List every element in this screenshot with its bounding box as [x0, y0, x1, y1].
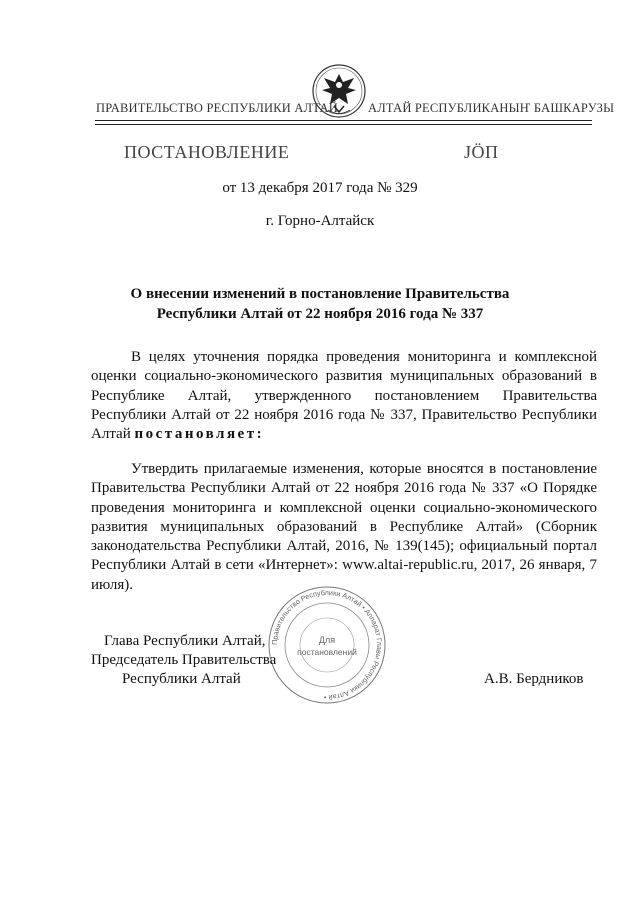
header-rule-thick	[95, 120, 592, 121]
republic-altai-emblem-icon	[310, 60, 368, 122]
city-line: г. Горно-Алтайск	[265, 213, 375, 229]
signature-line-2: Председатель Правительства	[91, 652, 277, 668]
official-stamp	[266, 584, 388, 706]
preamble-paragraph	[91, 348, 597, 444]
doc-type-alt: JÖП	[464, 142, 499, 162]
signature-line-1: Глава Республики Алтай,	[104, 633, 266, 649]
signature-line-3: Республики Алтай	[122, 671, 241, 687]
stamp-ring-text: Правительство Республики Алтай • Аппарат Главы Республики Алтай •	[269, 587, 385, 703]
preamble-text: В целях уточнения порядка проведения мониторинга и комплексной оценки социально-экономического развития муниципальных образований в Республике Алтай, утвержденного постановлением Правительства Республики Алтай от 22 ноября 2016 года № 337, Правительство Республики Алтай	[91, 349, 597, 443]
subject-heading	[100, 284, 540, 324]
stamp-center-line-1: Для	[318, 635, 336, 645]
subject-line-2: Республики Алтай от 22 ноября 2016 года № 337	[156, 306, 484, 322]
preamble-emphasis: постановляет:	[134, 426, 265, 443]
svg-text:Правительство Республики Алтай	[270, 588, 384, 702]
header-rule-thin	[95, 124, 592, 125]
header-org-left: ПРАВИТЕЛЬСТВО РЕСПУБЛИКИ АЛТАЙ	[96, 101, 338, 115]
date-line: от 13 декабря 2017 года № 329	[222, 180, 418, 196]
stamp-center-line-2: постановлений	[297, 647, 357, 657]
header-org-right: АЛТАЙ РЕСПУБЛИКАНЫҤ БАШКАРУЗЫ	[368, 101, 615, 115]
doc-type-ru: ПОСТАНОВЛЕНИЕ	[124, 142, 290, 162]
body-paragraph: Утвердить прилагаемые изменения, которые вносятся в постановление Правительства Республики Алтай от 22 ноября 2016 года № 337 «О Порядке проведения мониторинга и комплексной оценки социально-экономического развития муниципальных образований в Республике Алтай» (Сборник законодательства Республики Алтай, 2016, № 139(145); официальный портал Республики Алтай в сети «Интернет»: www.altai-republic.ru, 2017, 26 января, 7 июля).	[91, 461, 597, 593]
subject-line-1: О внесении изменений в постановление Правительства	[130, 286, 510, 302]
signatory-name: А.В. Бердников	[484, 671, 584, 687]
